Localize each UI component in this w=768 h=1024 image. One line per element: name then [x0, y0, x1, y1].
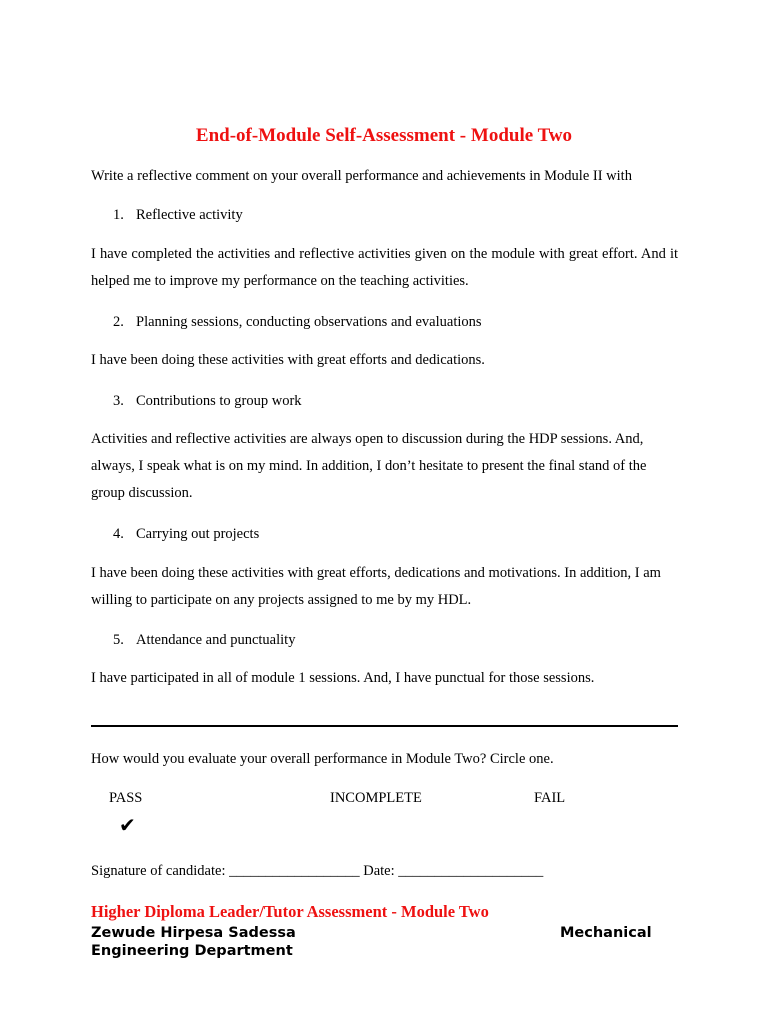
page-title: End-of-Module Self-Assessment - Module Two — [195, 125, 573, 146]
item-number-3: 3. — [113, 393, 124, 409]
option-incomplete[interactable]: INCOMPLETE — [330, 790, 422, 806]
item-number-4: 4. — [113, 526, 124, 542]
footer-department-part1: Mechanical — [560, 925, 652, 941]
footer-author-name: Zewude Hirpesa Sadessa — [91, 925, 296, 941]
section-divider — [91, 725, 678, 727]
checkmark-icon: ✔ — [119, 813, 136, 837]
item-label-2: Planning sessions, conducting observations and evaluations — [136, 314, 482, 330]
signature-date-line: Signature of candidate: __________________ Date: ____________________ — [91, 863, 544, 879]
item-number-2: 2. — [113, 314, 124, 330]
item-label-3: Contributions to group work — [136, 393, 302, 409]
item-answer-5: I have participated in all of module 1 sessions. And, I have punctual for those sessions. — [91, 670, 595, 686]
item-answer-4: I have been doing these activities with great efforts, dedications and motivations. In addition, I am willing to participate on any projects assigned to me by my HDL. — [91, 565, 661, 608]
evaluation-question: How would you evaluate your overall performance in Module Two? Circle one. — [91, 751, 554, 767]
option-fail[interactable]: FAIL — [534, 790, 566, 806]
item-answer-1: I have completed the activities and reflective activities given on the module with great effort. And it helped me to improve my performance on the teaching activities. — [91, 246, 678, 289]
item-label-4: Carrying out projects — [136, 526, 260, 542]
item-answer-2: I have been doing these activities with great efforts and dedications. — [91, 352, 485, 368]
item-label-5: Attendance and punctuality — [136, 632, 296, 648]
intro-text: Write a reflective comment on your overall performance and achievements in Module II with — [91, 168, 632, 184]
item-number-5: 5. — [113, 632, 124, 648]
item-answer-3: Activities and reflective activities are always open to discussion during the HDP sessions. And, always, I speak what is on my mind. In addition, I don’t hesitate to present the final stand of the group discussion. — [91, 431, 647, 501]
item-label-1: Reflective activity — [136, 207, 243, 223]
option-pass[interactable]: PASS — [109, 790, 143, 806]
footer-department-part2: Engineering Department — [91, 943, 293, 959]
item-number-1: 1. — [113, 207, 124, 223]
leader-assessment-heading: Higher Diploma Leader/Tutor Assessment - Module Two — [91, 902, 489, 921]
